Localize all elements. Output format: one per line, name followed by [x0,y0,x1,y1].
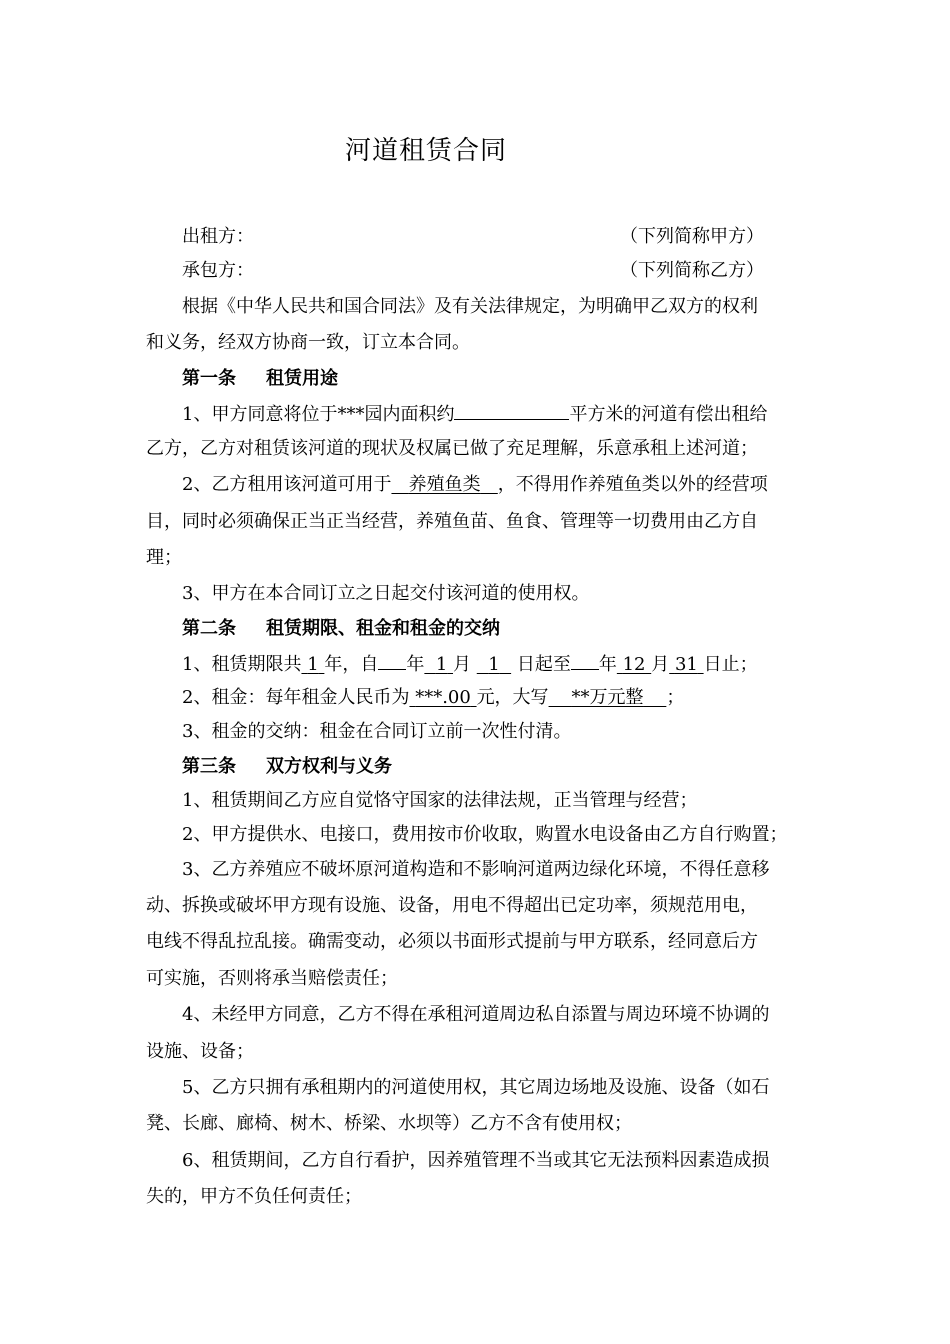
art3-p6-line2: 失的，甲方不负任何责任； [146,1186,362,1207]
article-3-number: 第三条 [182,756,236,777]
lessor-line [182,225,254,249]
art3-p3-line3: 电线不得乱拉乱接。确需变动，必须以书面形式提前与甲方联系，经同意后方 [146,931,758,952]
art2-p1 [182,651,758,677]
art2-p2-text-c: ； [666,687,685,708]
rent-amount-value: ***.00 [415,687,471,708]
art3-p3-line4: 可实施，否则将承当赔偿责任； [146,968,398,989]
art3-p4-line1: 4、未经甲方同意，乙方不得在承租河道周边私自添置与周边环境不协调的 [182,1004,770,1025]
lessee-label: 承包方： [182,260,254,281]
art3-p5-line1: 5、乙方只拥有承租期内的河道使用权，其它周边场地及设施、设备（如石 [182,1077,770,1098]
art2-p2-text-b: 元，大写 [476,687,549,708]
art2-p1-text-h: 日止； [703,654,758,675]
art2-p2 [182,686,684,710]
article-2-heading [182,617,500,641]
art1-p2-line2: 目，同时必须确保正当正当经营，养殖鱼苗、鱼食、管理等一切费用由乙方自 [146,511,758,532]
article-1-heading [182,367,338,391]
art3-p1: 1、租赁期间乙方应自觉恪守国家的法律法规，正当管理与经营； [182,790,698,811]
lessee-line [182,259,254,283]
start-year-blank [378,651,406,670]
start-month-value: 1 [435,654,448,675]
art2-p1-text-g: 月 [651,654,670,675]
rent-amount-field [409,687,476,708]
art2-p1-text-c: 年 [406,654,425,675]
art1-p2-line3: 理； [146,547,182,568]
art1-p1-line1 [182,401,767,427]
article-3-title: 双方权利与义务 [266,756,392,777]
start-month-field [424,654,453,675]
art1-p1-line2: 乙方，乙方对租赁该河道的现状及权属已做了充足理解，乐意承租上述河道； [146,438,758,459]
end-year-blank [571,651,599,670]
art2-p1-text-b: 年，自 [324,654,379,675]
art1-p1-text-a: 1、甲方同意将位于***园内面积约 [182,404,455,425]
end-month-value: 12 [622,654,646,675]
art3-p4-line2: 设施、设备； [146,1041,254,1062]
art3-p2: 2、甲方提供水、电接口，费用按市价收取，购置水电设备由乙方自行购置； [182,824,788,845]
article-2-title: 租赁期限、租金和租金的交纳 [266,618,500,639]
usage-fill-field [391,474,497,495]
lessor-label: 出租方： [182,226,254,247]
art2-p1-text-e: 日起至 [516,654,571,675]
end-month-field [617,654,651,675]
art2-p3: 3、租金的交纳：租金在合同订立前一次性付清。 [182,721,572,742]
end-day-field [669,654,703,675]
article-1-number: 第一条 [182,368,236,389]
art2-p2-text-a: 2、租金：每年租金人民币为 [182,687,410,708]
rent-words-value: **万元整 [571,687,644,708]
art3-p6-line1: 6、租赁期间，乙方自行看护，因养殖管理不当或其它无法预料因素造成损 [182,1150,770,1171]
lessee-note: （下列简称乙方） [620,260,764,281]
years-field [301,654,324,675]
art3-p3-line1: 3、乙方养殖应不破坏原河道构造和不影响河道两边绿化环境，不得任意移 [182,859,770,880]
art1-p2-text-b: ，不得用作养殖鱼类以外的经营项 [497,474,768,495]
area-blank-field [454,401,569,420]
art2-p1-text-a: 1、租赁期限共 [182,654,302,675]
article-1-title: 租赁用途 [266,368,338,389]
end-day-value: 31 [674,654,698,675]
usage-fill-value: 养殖鱼类 [408,474,481,495]
art1-p2-text-a: 2、乙方租用该河道可用于 [182,474,392,495]
art3-p3-line2: 动、拆换或破坏甲方现有设施、设备，用电不得超出已定功率，须规范用电， [146,895,758,916]
start-day-field [477,654,511,675]
intro-line-2: 和义务，经双方协商一致，订立本合同。 [146,332,470,353]
rent-words-field [549,687,667,708]
art1-p3: 3、甲方在本合同订立之日起交付该河道的使用权。 [182,583,590,604]
art1-p2-line1 [182,473,768,497]
intro-line-1: 根据《中华人民共和国合同法》及有关法律规定，为明确甲乙双方的权利 [182,296,758,317]
art1-p1-text-b: 平方米的河道有偿出租给 [569,404,768,425]
article-3-heading [182,755,392,779]
art2-p1-text-f: 年 [598,654,617,675]
article-2-number: 第二条 [182,618,236,639]
start-day-value: 1 [488,654,500,675]
document-title: 河道租赁合同 [345,136,508,166]
art3-p5-line2: 凳、长廊、廊椅、树木、桥梁、水坝等）乙方不含有使用权； [146,1113,632,1134]
lessor-note: （下列简称甲方） [620,226,764,247]
years-value: 1 [307,654,319,675]
art2-p1-text-d: 月 [453,654,472,675]
